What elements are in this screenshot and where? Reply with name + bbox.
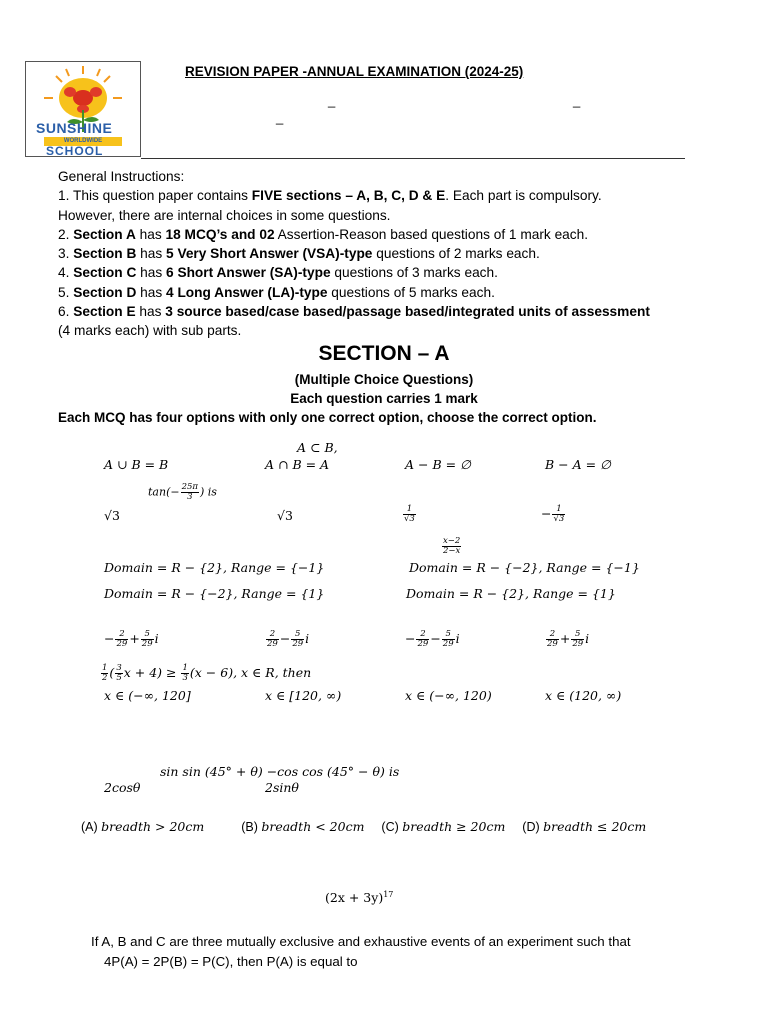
q4-option-b xyxy=(265,630,309,649)
q3-option-a: Domain = R − {2}, Range = {−1} xyxy=(104,560,325,575)
q3-stem xyxy=(441,537,462,556)
q8-expr: (2x + 3y) xyxy=(325,890,384,906)
q2-den: 3 xyxy=(187,492,193,502)
instr-4-tail: questions of 3 marks each. xyxy=(330,265,498,281)
q5-option-b: x ∈ [120, ∞) xyxy=(265,688,342,703)
instr-3-num: 3. xyxy=(58,246,74,262)
q4-option-d xyxy=(545,630,589,649)
q4-d-d2: 29 xyxy=(572,639,584,649)
q2-c-den: √3 xyxy=(404,514,415,524)
q1-option-d: B − A = ∅ xyxy=(545,457,611,472)
section-subtitle: (Multiple Choice Questions) xyxy=(294,372,474,387)
instr-5-tail: questions of 5 marks each. xyxy=(327,284,495,300)
section-title: SECTION – A xyxy=(318,342,450,365)
instr-5-bold: 4 Long Answer (LA)-type xyxy=(166,284,328,300)
q4-c-i: i xyxy=(455,631,460,646)
q7-option-a: breadth > 20cm xyxy=(101,819,205,834)
q4-d-i: i xyxy=(585,631,590,646)
instr-4-num: 4. xyxy=(58,265,74,281)
q7-c-label: (C) xyxy=(381,820,403,834)
q5-part2: (x − 6), x ∈ R, then xyxy=(189,665,312,680)
q7-a-label: (A) xyxy=(81,820,102,834)
q5-ge: ) ≥ xyxy=(157,665,181,680)
q2-num: 25π xyxy=(181,482,198,492)
q9-line2: 4P(A) = 2P(B) = P(C), then P(A) is equal to xyxy=(104,954,358,969)
q4-b-op: − xyxy=(279,631,291,646)
section-marks: Each question carries 1 mark xyxy=(290,391,478,406)
q4-c-op: − xyxy=(430,631,441,646)
q4-a-op: + xyxy=(129,631,140,646)
q2-stem xyxy=(148,483,217,502)
q2-option-c xyxy=(402,505,417,524)
instr-5-num: 5. xyxy=(58,284,74,300)
q4-d-n1: 2 xyxy=(546,630,559,640)
instr-6-num: 6. xyxy=(58,304,74,320)
q2-option-d xyxy=(541,505,566,524)
q4-c-sign: − xyxy=(405,631,416,646)
q2-d-den: √3 xyxy=(553,514,565,524)
instr-1-bold: FIVE sections – A, B, C, D & E xyxy=(251,188,446,204)
instr-2-bold: 18 MCQ’s and 02 xyxy=(165,226,275,242)
q3-num: x−2 xyxy=(443,536,461,546)
instr-4-section: Section C xyxy=(73,265,137,281)
q5-part1: x + 4 xyxy=(123,665,158,680)
q7-option-b: breadth < 20cm xyxy=(261,819,365,834)
instr-3-has: has xyxy=(136,246,167,262)
q4-a-n2: 5 xyxy=(141,630,154,640)
blank-1: _ xyxy=(328,93,336,108)
q4-d-op: + xyxy=(559,631,571,646)
logo-bottom-text: SCHOOL xyxy=(46,144,104,158)
q7-option-c: breadth ≥ 20cm xyxy=(402,819,506,834)
q4-a-d1: 29 xyxy=(116,639,128,649)
q5-option-a: x ∈ (−∞, 120] xyxy=(104,688,191,703)
instr-3-bold: 5 Very Short Answer (VSA)-type xyxy=(166,246,373,262)
q7-b-label: (B) xyxy=(241,820,262,834)
q8-expression xyxy=(325,890,393,905)
section-note: Each MCQ has four options with only one correct option, choose the correct option. xyxy=(58,410,597,425)
instr-6-section: Section E xyxy=(73,304,136,320)
blank-2: _ xyxy=(573,93,581,108)
q4-b-d1: 29 xyxy=(267,639,278,649)
q4-a-sign: − xyxy=(104,631,115,646)
instr-2-section: Section A xyxy=(73,226,136,242)
q4-c-n2: 5 xyxy=(442,630,455,640)
q2-option-a: √3 xyxy=(104,508,120,523)
q7-option-d: breadth ≤ 20cm xyxy=(543,819,647,834)
q2-stem-pre: tan(− xyxy=(148,485,180,499)
logo-top-text: SUNSHINE xyxy=(36,120,113,136)
q1-option-a: A ∪ B = B xyxy=(104,457,169,472)
instr-6-cont: (4 marks each) with sub parts. xyxy=(58,323,242,339)
instr-1-tail: . Each part is compulsory. xyxy=(445,188,602,204)
q5-option-c: x ∈ (−∞, 120) xyxy=(405,688,492,703)
q7-options xyxy=(81,819,646,834)
instr-3-section: Section B xyxy=(73,246,137,262)
q4-a-d2: 29 xyxy=(141,639,153,649)
q4-a-n1: 2 xyxy=(115,630,128,640)
q3-den: 2−x xyxy=(443,546,461,556)
q6-option-a: 2cosθ xyxy=(104,780,141,795)
q5-f2-n: 3 xyxy=(116,663,122,673)
q7-d-label: (D) xyxy=(522,820,544,834)
q1-stem: A ⊂ B, xyxy=(297,440,338,455)
q3-option-c: Domain = R − {−2}, Range = {1} xyxy=(104,586,325,601)
school-logo xyxy=(25,61,141,157)
instr-4-bold: 6 Short Answer (SA)-type xyxy=(166,265,331,281)
instr-4-has: has xyxy=(136,265,167,281)
q5-f3-d: 3 xyxy=(182,673,188,683)
q2-d-sign: − xyxy=(541,506,552,521)
instr-2-tail: Assertion-Reason based questions of 1 mark each. xyxy=(274,226,589,242)
q4-option-a xyxy=(104,630,159,649)
instr-1-text: 1. This question paper contains xyxy=(58,188,252,204)
paper-title: REVISION PAPER -ANNUAL EXAMINATION (2024-25) xyxy=(185,64,524,79)
q4-c-n1: 2 xyxy=(416,630,429,640)
q5-f1-d: 2 xyxy=(102,673,108,683)
instr-5-section: Section D xyxy=(73,284,137,300)
q8-power: 17 xyxy=(383,890,394,899)
instr-5-has: has xyxy=(136,284,167,300)
q2-option-b: √3 xyxy=(277,508,293,523)
q4-a-i: i xyxy=(154,631,159,646)
q4-d-n2: 5 xyxy=(571,630,584,640)
q4-d-d1: 29 xyxy=(547,639,558,649)
instr-1-cont: However, there are internal choices in some questions. xyxy=(58,207,391,223)
header-divider xyxy=(141,158,685,159)
instr-6-has: has xyxy=(135,304,166,320)
q5-f2-d: 5 xyxy=(116,673,122,683)
q2-stem-post: ) is xyxy=(199,485,217,499)
q4-option-c xyxy=(405,630,460,649)
q3-option-d: Domain = R − {2}, Range = {1} xyxy=(406,586,616,601)
q6-stem: sin sin (45° + θ) −cos cos (45° − θ) is xyxy=(160,764,400,779)
q1-option-c: A − B = ∅ xyxy=(405,457,471,472)
q9-stem xyxy=(91,932,711,972)
instructions-heading: General Instructions: xyxy=(58,169,185,184)
instr-2-has: has xyxy=(135,226,166,242)
q3-option-b: Domain = R − {−2}, Range = {−1} xyxy=(409,560,640,575)
blank-3: _ xyxy=(276,110,284,125)
q5-f1-n: 1 xyxy=(102,663,108,673)
q2-fraction xyxy=(181,483,199,502)
q4-b-n2: 5 xyxy=(291,630,304,640)
q9-line1: If A, B and C are three mutually exclusive and exhaustive events of an experiment such that xyxy=(91,934,631,949)
q5-f3-n: 1 xyxy=(182,663,188,673)
q4-b-d2: 29 xyxy=(292,639,304,649)
q2-c-num: 1 xyxy=(403,505,416,515)
logo-mid-text: WORLDWIDE xyxy=(44,137,122,146)
q2-d-num: 1 xyxy=(552,505,565,515)
general-instructions xyxy=(58,167,718,341)
q5-stem: $\frac{1}{2}$ ( $\frac{3}{5}$ x + 4) ≥ $\frac{1}{3}$ (x − 6), x ∈ R, then xyxy=(102,663,312,683)
q1-option-b: A ∩ B = A xyxy=(265,457,330,472)
q5-option-d: x ∈ (120, ∞) xyxy=(545,688,622,703)
q4-c-d1: 29 xyxy=(417,639,429,649)
q6-option-b: 2sinθ xyxy=(265,780,299,795)
q4-b-n1: 2 xyxy=(266,630,279,640)
q4-c-d2: 29 xyxy=(442,639,454,649)
instr-6-bold: 3 source based/case based/passage based/integrated units of assessment xyxy=(165,304,650,320)
instr-3-tail: questions of 2 marks each. xyxy=(372,246,540,262)
q4-b-i: i xyxy=(305,631,310,646)
instr-2-num: 2. xyxy=(58,226,74,242)
